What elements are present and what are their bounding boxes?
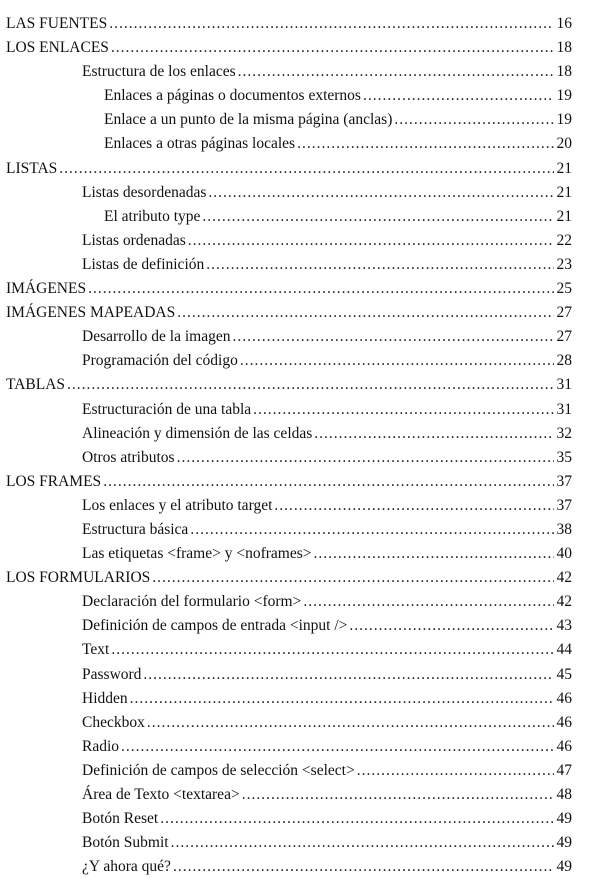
toc-subsection-entry	[0, 494, 600, 518]
toc-entry-title: Área de Texto <textarea>	[82, 786, 240, 803]
dot-leader	[240, 349, 554, 373]
dot-leader	[303, 590, 554, 614]
toc-subsection-entry	[0, 253, 600, 277]
dot-leader	[238, 60, 554, 84]
toc-page-number: 38	[556, 520, 572, 538]
toc-entry-title: TABLAS	[6, 376, 66, 394]
toc-entry-title: Estructura básica	[82, 520, 189, 538]
toc-page-number: 28	[556, 352, 572, 370]
toc-entry-title: Desarrollo de la imagen	[82, 328, 231, 346]
toc-section-entry	[0, 12, 600, 36]
dot-leader	[232, 325, 554, 349]
toc-page-number: 37	[556, 496, 572, 514]
toc-page-number: 23	[556, 255, 572, 273]
toc-section-entry	[0, 157, 600, 181]
toc-subsection-entry	[0, 60, 600, 84]
toc-entry-title: LOS FORMULARIOS	[6, 569, 151, 587]
toc-entry-title: LOS ENLACES	[6, 39, 109, 57]
toc-subsection-entry	[0, 759, 600, 783]
toc-entry-title: Estructuración de una tabla	[82, 400, 252, 418]
toc-page-number: 22	[556, 231, 572, 249]
dot-leader	[242, 783, 554, 807]
toc-entry-title: Enlace a un punto de la misma página (anclas)	[104, 111, 393, 129]
toc-entry-title: Alineación y dimensión de las celdas	[82, 424, 313, 442]
toc-entry-title: Listas ordenadas	[82, 231, 186, 249]
toc-subsection-entry	[0, 711, 600, 735]
toc-page-number: 31	[556, 400, 572, 418]
dot-leader	[314, 542, 555, 566]
dot-leader	[173, 855, 554, 879]
toc-page-number: 48	[556, 786, 572, 803]
toc-page-number: 37	[556, 472, 572, 490]
toc-subsection-entry	[0, 398, 600, 422]
toc-subsection-entry	[0, 638, 600, 662]
dot-leader	[67, 373, 554, 397]
toc-subsection-entry	[0, 590, 600, 614]
toc-entry-title: El atributo type	[104, 207, 201, 225]
dot-leader	[109, 12, 554, 36]
toc-section-entry	[0, 566, 600, 590]
toc-subsection-entry	[0, 108, 600, 132]
toc-subsection-entry	[0, 518, 600, 542]
toc-section-entry	[0, 36, 600, 60]
toc-entry-title: Programación del código	[82, 352, 238, 370]
toc-entry-title: Otros atributos	[82, 448, 175, 466]
dot-leader	[363, 84, 554, 108]
toc-subsection-entry	[0, 831, 600, 855]
dot-leader	[202, 205, 554, 229]
toc-page-number: 42	[556, 593, 572, 611]
toc-entry-title: ¿Y ahora qué?	[82, 858, 171, 876]
toc-page-number: 27	[556, 304, 572, 322]
toc-entry-title: Botón Submit	[82, 834, 169, 852]
toc-entry-title: Botón Reset	[82, 810, 159, 828]
toc-section-entry	[0, 470, 600, 494]
toc-subsection-entry	[0, 349, 600, 373]
toc-entry-title: Declaración del formulario <form>	[82, 593, 302, 611]
dot-leader	[160, 807, 554, 831]
toc-subsection-entry	[0, 807, 600, 831]
dot-leader	[188, 229, 554, 253]
toc-subsection-entry	[0, 229, 600, 253]
toc-entry-title: LAS FUENTES	[6, 15, 108, 32]
dot-leader	[130, 687, 554, 711]
toc-page-number: 18	[556, 39, 572, 57]
dot-leader	[190, 518, 554, 542]
dot-leader	[88, 277, 554, 301]
toc-page-number: 46	[556, 737, 572, 755]
dot-leader	[314, 422, 554, 446]
toc-page-number: 25	[556, 280, 572, 298]
toc-entry-title: Text	[82, 641, 110, 659]
toc-entry-title: Definición de campos de entrada <input />	[82, 617, 348, 635]
toc-page-number: 40	[556, 545, 572, 563]
toc-entry-title: IMÁGENES	[6, 280, 87, 298]
toc-entry-title: Las etiquetas <frame> y <noframes>	[82, 545, 312, 563]
toc-subsection-entry	[0, 181, 600, 205]
dot-leader	[357, 759, 554, 783]
toc-page-number: 35	[556, 448, 572, 466]
dot-leader	[274, 494, 554, 518]
toc-entry-title: Radio	[82, 737, 120, 755]
toc-page-number: 31	[556, 376, 572, 394]
toc-page-number: 49	[556, 834, 572, 852]
toc-entry-title: Estructura de los enlaces	[82, 63, 236, 81]
toc-subsection-entry	[0, 132, 600, 156]
dot-leader	[143, 663, 554, 687]
toc-entry-title: LOS FRAMES	[6, 472, 102, 490]
dot-leader	[103, 470, 554, 494]
toc-subsection-entry	[0, 446, 600, 470]
toc-subsection-entry	[0, 205, 600, 229]
toc-subsection-entry	[0, 325, 600, 349]
dot-leader	[206, 253, 554, 277]
toc-entry-title: Hidden	[82, 689, 128, 707]
toc-entry-title: Enlaces a páginas o documentos externos	[104, 87, 361, 105]
toc-page-number: 27	[556, 328, 572, 346]
toc-subsection-entry	[0, 84, 600, 108]
toc-page-number: 46	[556, 689, 572, 707]
toc-entry-title: Listas desordenadas	[82, 183, 207, 201]
toc-page-number: 21	[556, 159, 572, 177]
toc-page-number: 16	[556, 15, 572, 32]
toc-page-number: 43	[556, 617, 572, 635]
toc-subsection-entry	[0, 855, 600, 879]
toc-page-number: 47	[556, 761, 572, 779]
toc-page-number: 20	[556, 135, 572, 153]
toc-entry-title: Definición de campos de selección <select>	[82, 761, 355, 779]
toc-page-number: 21	[556, 207, 572, 225]
toc-subsection-entry	[0, 663, 600, 687]
toc-page-number: 21	[556, 183, 572, 201]
toc-subsection-entry	[0, 735, 600, 759]
dot-leader	[253, 398, 554, 422]
toc-page-number: 42	[556, 569, 572, 587]
toc-entry-title: Los enlaces y el atributo target	[82, 496, 273, 514]
toc-page-number: 44	[556, 641, 572, 659]
toc-section-entry	[0, 373, 600, 397]
toc-entry-title: Password	[82, 665, 142, 683]
toc-subsection-entry	[0, 542, 600, 566]
dot-leader	[171, 831, 554, 855]
dot-leader	[177, 446, 554, 470]
toc-page-number: 45	[556, 665, 572, 683]
toc-subsection-entry	[0, 422, 600, 446]
toc-section-entry	[0, 277, 600, 301]
dot-leader	[147, 711, 554, 735]
toc-entry-title: IMÁGENES MAPEADAS	[6, 304, 176, 322]
dot-leader	[121, 735, 554, 759]
toc-subsection-entry	[0, 614, 600, 638]
dot-leader	[394, 108, 554, 132]
dot-leader	[111, 638, 554, 662]
toc-entry-title: Enlaces a otras páginas locales	[104, 135, 296, 153]
dot-leader	[177, 301, 554, 325]
toc-subsection-entry	[0, 687, 600, 711]
toc-page-number: 18	[556, 63, 572, 81]
dot-leader	[208, 181, 554, 205]
toc-subsection-entry	[0, 783, 600, 807]
toc-page-number: 19	[556, 111, 572, 129]
toc-page-number: 32	[556, 424, 572, 442]
toc-entry-title: LISTAS	[6, 159, 58, 177]
dot-leader	[349, 614, 554, 638]
toc-page-number: 46	[556, 713, 572, 731]
toc-page-number: 19	[556, 87, 572, 105]
toc-page-number: 49	[556, 810, 572, 828]
toc-entry-title: Listas de definición	[82, 255, 205, 273]
dot-leader	[152, 566, 554, 590]
dot-leader	[111, 36, 554, 60]
toc-section-entry	[0, 301, 600, 325]
toc-page-number: 49	[556, 858, 572, 876]
dot-leader	[59, 157, 554, 181]
table-of-contents	[0, 12, 600, 879]
toc-entry-title: Checkbox	[82, 713, 145, 731]
dot-leader	[297, 132, 554, 156]
